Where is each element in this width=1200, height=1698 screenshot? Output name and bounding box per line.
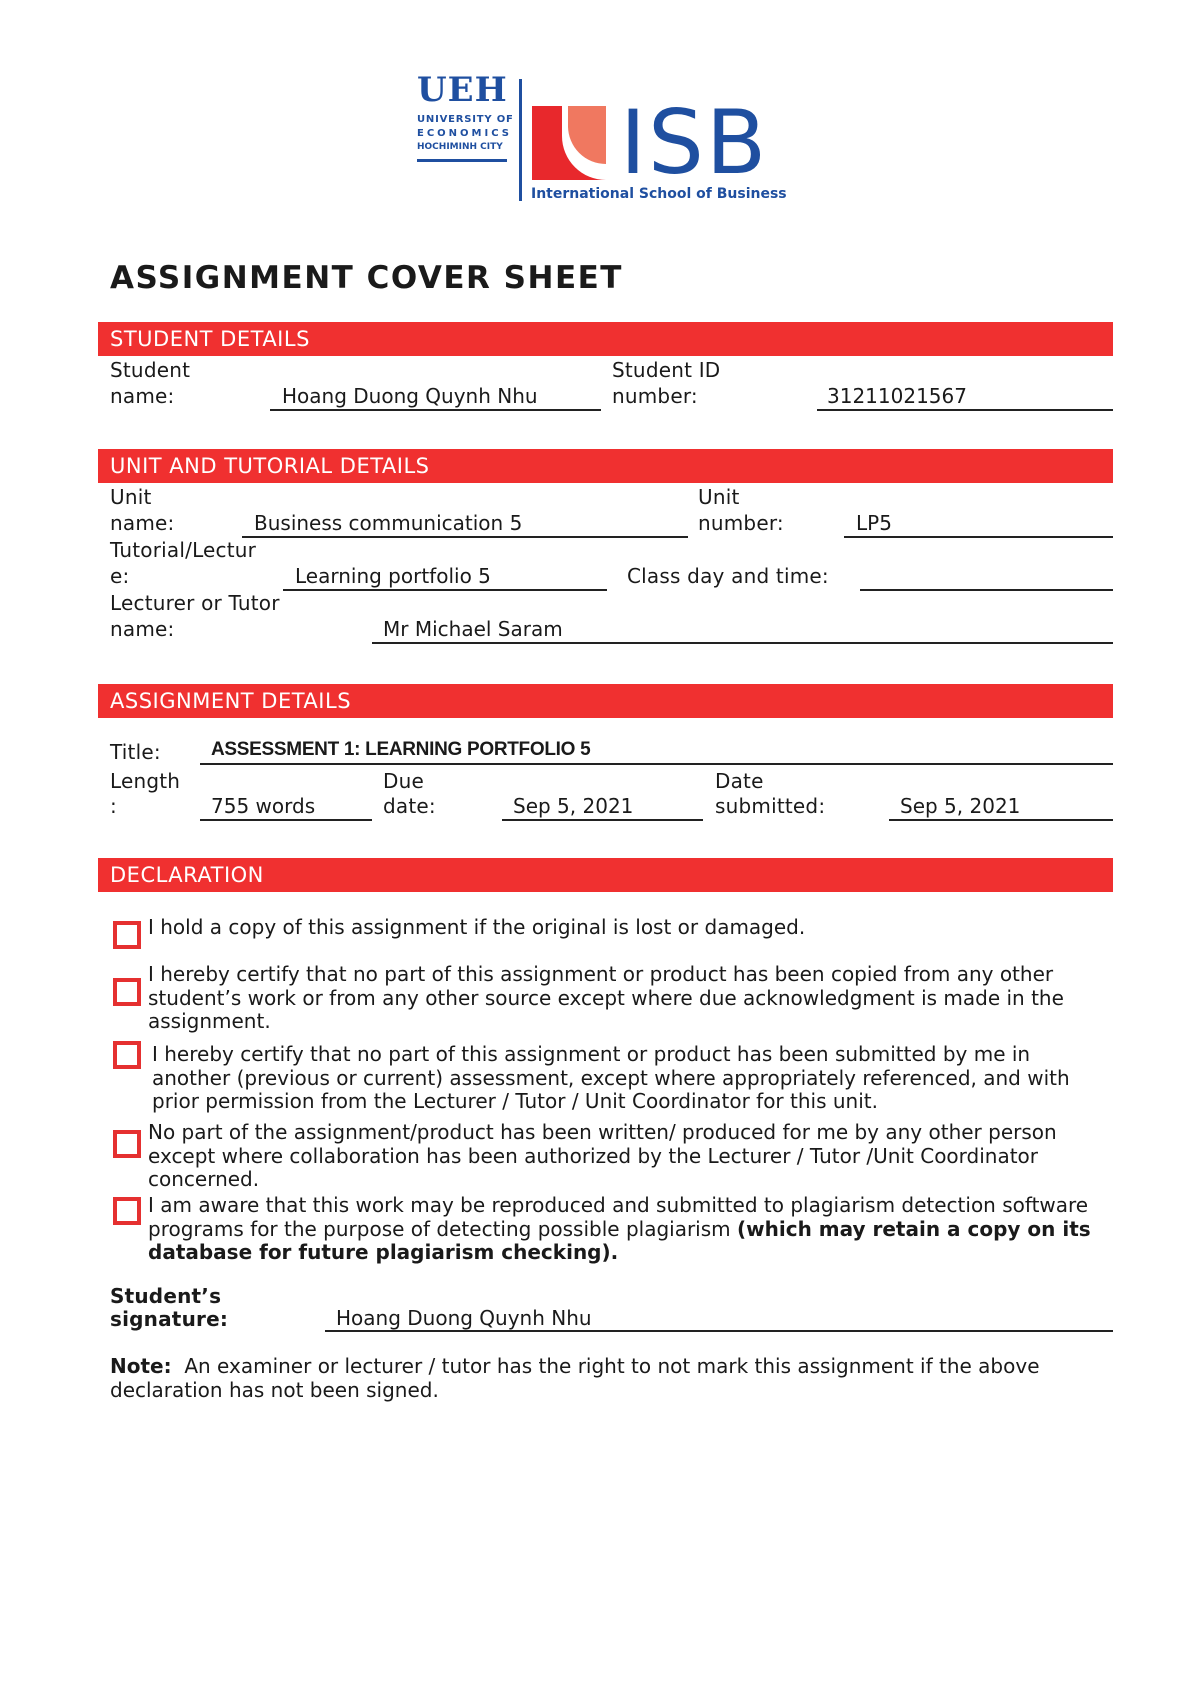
isb-name: ISB — [620, 91, 769, 194]
unit-number-field[interactable]: LP5 — [844, 510, 1113, 538]
declaration-checkbox-5[interactable] — [113, 1197, 141, 1225]
note — [110, 1355, 1100, 1402]
date-submitted-label-1: Date — [715, 769, 764, 793]
unit-name-label-1: Unit — [110, 485, 152, 509]
due-date-field[interactable]: Sep 5, 2021 — [502, 793, 703, 821]
declaration-item-2 — [148, 963, 1098, 1034]
tutorial-label-1: Tutorial/Lectur — [110, 538, 257, 562]
student-id-label-1: Student ID — [612, 358, 721, 382]
ueh-line1: UNIVERSITY OF — [417, 114, 514, 125]
student-id-label-2: number: — [612, 384, 698, 408]
declaration-header: DECLARATION — [98, 858, 1113, 892]
note-label: Note: — [110, 1354, 172, 1378]
due-date-label-1: Due — [383, 769, 424, 793]
length-field[interactable]: 755 words — [200, 793, 372, 821]
due-date-label-2: date: — [383, 794, 436, 818]
declaration-checkbox-4[interactable] — [113, 1130, 141, 1158]
declaration-checkbox-1[interactable] — [113, 921, 141, 949]
title-label: Title: — [110, 740, 161, 764]
page-title: ASSIGNMENT COVER SHEET — [110, 260, 623, 296]
declaration-item-4 — [148, 1121, 1098, 1192]
unit-number-label-2: number: — [698, 511, 784, 535]
student-id-field[interactable]: 31211021567 — [817, 383, 1113, 411]
declaration-item-1-text: I hold a copy of this assignment if the original is lost or damaged. — [148, 915, 806, 939]
declaration-item-3 — [152, 1043, 1102, 1114]
ueh-line3: HOCHIMINH CITY — [417, 142, 503, 152]
unit-details-header: UNIT AND TUTORIAL DETAILS — [98, 449, 1113, 483]
student-details-header: STUDENT DETAILS — [98, 322, 1113, 356]
ueh-line2: ECONOMICS — [417, 128, 512, 139]
declaration-item-2-text: I hereby certify that no part of this assignment or product has been copied from any other student’s work or from any other source except where due acknowledgment is made in the assignment. — [148, 962, 1064, 1033]
signature-field[interactable]: Hoang Duong Quynh Nhu — [325, 1306, 1113, 1332]
unit-name-field[interactable]: Business communication 5 — [242, 510, 688, 538]
title-field[interactable]: ASSESSMENT 1: LEARNING PORTFOLIO 5 — [200, 737, 1113, 765]
date-submitted-field[interactable]: Sep 5, 2021 — [889, 793, 1113, 821]
ueh-name: UEH — [417, 70, 508, 110]
declaration-checkbox-3[interactable] — [113, 1041, 141, 1069]
declaration-item-5-text: I am aware that this work may be reproduced and submitted to plagiarism detection software programs for the purpose of detecting possible plagiarism — [148, 1193, 1089, 1241]
declaration-item-5 — [148, 1194, 1098, 1265]
ueh-logo — [417, 70, 517, 172]
class-day-time-field[interactable] — [860, 563, 1113, 591]
isb-tagline: International School of Business — [531, 186, 787, 202]
logo-divider — [519, 79, 522, 201]
note-text: An examiner or lecturer / tutor has the right to not mark this assignment if the above declaration has not been signed. — [110, 1354, 1040, 1402]
lecturer-name-field[interactable]: Mr Michael Saram — [372, 616, 1113, 644]
ueh-underline — [417, 159, 507, 162]
declaration-item-3-text: I hereby certify that no part of this assignment or product has been submitted by me in another (previous or current) assessment, except where appropriately referenced, and with prior permission from the Lecturer / Tutor / Unit Coordinator for this unit. — [152, 1042, 1070, 1113]
declaration-item-5-bold: (which may retain a copy on its database for future plagiarism checking). — [148, 1216, 1091, 1264]
signature-label-2: signature: — [110, 1307, 229, 1331]
tutorial-field[interactable]: Learning portfolio 5 — [283, 563, 607, 591]
declaration-checkbox-2[interactable] — [113, 978, 141, 1006]
student-name-label-2: name: — [110, 384, 175, 408]
unit-name-label-2: name: — [110, 511, 175, 535]
date-submitted-label-2: submitted: — [715, 794, 826, 818]
student-name-field[interactable]: Hoang Duong Quynh Nhu — [270, 383, 601, 411]
lecturer-label-1: Lecturer or Tutor — [110, 591, 280, 615]
student-name-label-1: Student — [110, 358, 191, 382]
length-label-2: : — [110, 794, 117, 818]
isb-emblem-icon — [532, 106, 606, 180]
tutorial-label-2: e: — [110, 564, 130, 588]
assignment-details-header: ASSIGNMENT DETAILS — [98, 684, 1113, 718]
declaration-item-1 — [148, 916, 1098, 940]
class-day-time-label: Class day and time: — [627, 564, 829, 588]
length-label-1: Length — [110, 769, 181, 793]
isb-mark — [532, 106, 606, 180]
signature-label-1: Student’s — [110, 1284, 222, 1308]
declaration-item-4-text: No part of the assignment/product has been written/ produced for me by any other person except where collaboration has been authorized by the Lecturer / Tutor /Unit Coordinator concerned. — [148, 1120, 1057, 1191]
lecturer-label-2: name: — [110, 617, 175, 641]
unit-number-label-1: Unit — [698, 485, 740, 509]
